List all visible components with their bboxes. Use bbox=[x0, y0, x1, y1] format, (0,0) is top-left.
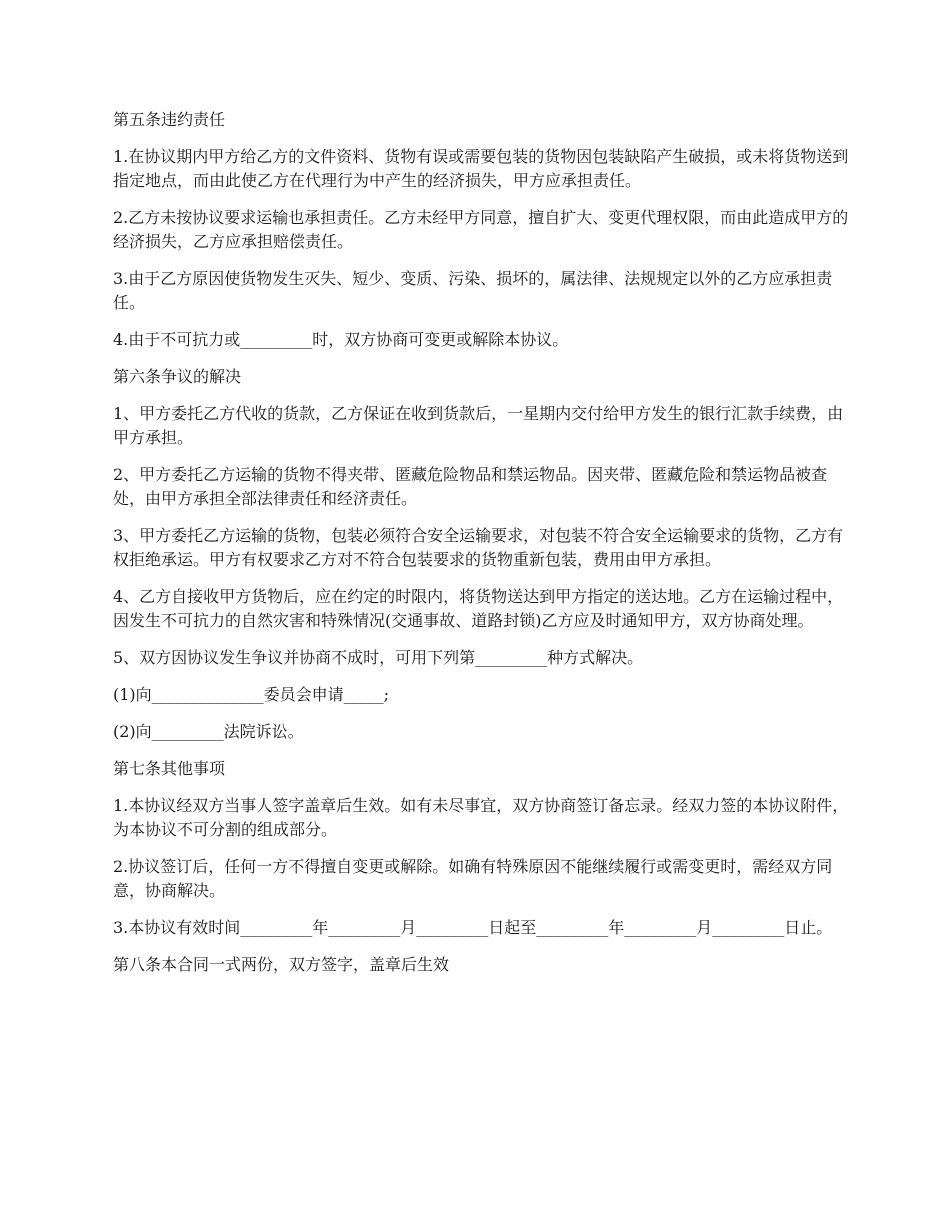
clause-5-2: 2.乙方未按协议要求运输也承担责任。乙方未经甲方同意，擅自扩大、变更代理权限，而由此造成甲方的经济损失，乙方应承担赔偿责任。 bbox=[113, 208, 849, 251]
clause-6-5-option-1: (1)向______________委员会申请_____; bbox=[113, 685, 390, 704]
clause-6-3: 3、甲方委托乙方运输的货物，包装必须符合安全运输要求，对包装不符合安全运输要求的货物，乙方有权拒绝承运。甲方有权要求乙方对不符合包装要求的货物重新包装，费用由甲方承担。 bbox=[113, 526, 844, 569]
clause-7-3: 3.本协议有效时间_________年_________月_________日起至_________年_________月_________日止。 bbox=[113, 918, 833, 937]
clause-7-2: 2.协议签订后，任何一方不得擅自变更或解除。如确有特殊原因不能继续履行或需变更时，需经双方同意，协商解决。 bbox=[113, 857, 833, 900]
section-heading-7: 第七条其他事项 bbox=[113, 759, 226, 778]
section-heading-5: 第五条违约责任 bbox=[113, 110, 226, 129]
clause-7-1: 1.本协议经双方当事人签字盖章后生效。如有未尽事宜，双方协商签订备忘录。经双力签的本协议附件，为本协议不可分割的组成部分。 bbox=[113, 796, 849, 839]
section-heading-8: 第八条本合同一式两份，双方签字，盖章后生效 bbox=[113, 955, 450, 974]
section-heading-6: 第六条争议的解决 bbox=[113, 367, 242, 386]
clause-6-5: 5、双方因协议发生争议并协商不成时，可用下列第_________种方式解决。 bbox=[113, 648, 644, 667]
clause-6-2: 2、甲方委托乙方运输的货物不得夹带、匿藏危险物品和禁运物品。因夹带、匿藏危险和禁运物品被查处，由甲方承担全部法律责任和经济责任。 bbox=[113, 465, 828, 508]
clause-6-1: 1、甲方委托乙方代收的货款，乙方保证在收到货款后，一星期内交付给甲方发生的银行汇款手续费，由甲方承担。 bbox=[113, 404, 844, 447]
clause-5-3: 3.由于乙方原因使货物发生灭失、短少、变质、污染、损坏的，属法律、法规规定以外的乙方应承担责任。 bbox=[113, 269, 833, 312]
clause-5-4: 4.由于不可抗力或_________时，双方协商可变更或解除本协议。 bbox=[113, 330, 569, 349]
clause-6-4: 4、乙方自接收甲方货物后，应在约定的时限内，将货物送达到甲方指定的送达地。乙方在运输过程中，因发生不可抗力的自然灾害和特殊情况(交通事故、道路封锁)乙方应及时通知甲方，双方协商处理。 bbox=[113, 587, 844, 630]
clause-5-1: 1.在协议期内甲方给乙方的文件资料、货物有误或需要包装的货物因包装缺陷产生破损，或未将货物送到指定地点，而由此使乙方在代理行为中产生的经济损失，甲方应承担责任。 bbox=[113, 147, 849, 190]
document-body bbox=[113, 108, 853, 990]
clause-6-5-option-2: (2)向_________法院诉讼。 bbox=[113, 722, 304, 741]
